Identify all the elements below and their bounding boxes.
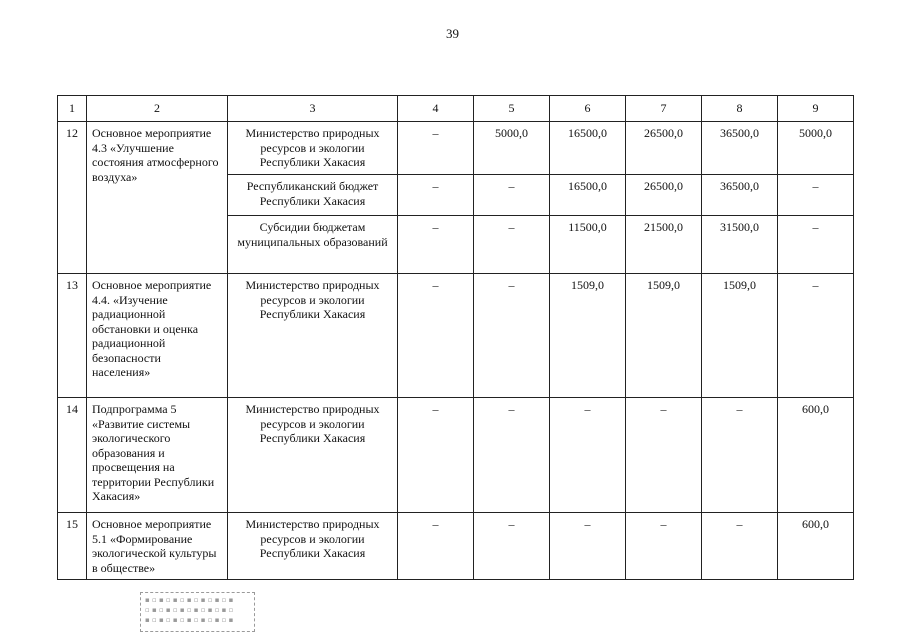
value-cell: – (626, 513, 702, 580)
value-cell: – (398, 175, 474, 216)
row-number: 12 (58, 122, 87, 274)
value-cell: 36500,0 (702, 175, 778, 216)
row-number: 13 (58, 274, 87, 398)
value-cell: 1509,0 (702, 274, 778, 398)
value-cell: – (778, 216, 854, 274)
value-cell: – (778, 175, 854, 216)
value-cell: – (398, 122, 474, 175)
value-cell: 600,0 (778, 513, 854, 580)
measure-name: Основное мероприятие 4.4. «Изучение радиационной обстановки и оценка радиационной безопасности населения» (87, 274, 228, 398)
value-cell: – (550, 513, 626, 580)
value-cell: – (550, 398, 626, 513)
value-cell: – (398, 398, 474, 513)
header-col-9: 9 (778, 96, 854, 122)
value-cell: – (702, 513, 778, 580)
value-cell: 31500,0 (702, 216, 778, 274)
value-cell: 5000,0 (474, 122, 550, 175)
stamp-mark: ▪ ▫ ▪ ▫ ▪ ▫ ▪ ▫ ▪ ▫ ▪ ▫ ▪ ▫ ▪ ▫ ▪ ▫ ▪ ▫ ▪ ▫ ▪ ▫ ▪ ▫ ▪ ▫ ▪ ▫ ▪ ▫ ▪ ▫ ▪ ▫ ▪ ▫ ▪ (140, 592, 255, 632)
header-col-4: 4 (398, 96, 474, 122)
value-cell: – (702, 398, 778, 513)
executor-cell: Министерство природных ресурсов и экологии Республики Хакасия (228, 513, 398, 580)
row-number: 14 (58, 398, 87, 513)
header-col-6: 6 (550, 96, 626, 122)
value-cell: – (474, 216, 550, 274)
value-cell: – (398, 513, 474, 580)
table-row (58, 513, 854, 580)
value-cell: 16500,0 (550, 175, 626, 216)
value-cell: 1509,0 (626, 274, 702, 398)
value-cell: – (398, 274, 474, 398)
value-cell: – (398, 216, 474, 274)
executor-cell: Республиканский бюджет Республики Хакасия (228, 175, 398, 216)
value-cell: – (626, 398, 702, 513)
header-row (58, 96, 854, 122)
executor-cell: Субсидии бюджетам муниципальных образований (228, 216, 398, 274)
budget-table (57, 95, 854, 580)
header-col-7: 7 (626, 96, 702, 122)
header-col-5: 5 (474, 96, 550, 122)
measure-name: Подпрограмма 5 «Развитие системы экологического образования и просвещения на территории Республики Хакасия» (87, 398, 228, 513)
value-cell: – (474, 398, 550, 513)
measure-name: Основное мероприятие 5.1 «Формирование экологической культуры в обществе» (87, 513, 228, 580)
value-cell: – (474, 175, 550, 216)
row-number: 15 (58, 513, 87, 580)
table-row (58, 398, 854, 513)
value-cell: 600,0 (778, 398, 854, 513)
measure-name: Основное мероприятие 4.3 «Улучшение состояния атмосферного воздуха» (87, 122, 228, 274)
value-cell: 26500,0 (626, 175, 702, 216)
executor-cell: Министерство природных ресурсов и экологии Республики Хакасия (228, 398, 398, 513)
value-cell: 21500,0 (626, 216, 702, 274)
table-row (58, 122, 854, 175)
header-col-3: 3 (228, 96, 398, 122)
value-cell: 16500,0 (550, 122, 626, 175)
value-cell: 11500,0 (550, 216, 626, 274)
header-col-8: 8 (702, 96, 778, 122)
table-row (58, 274, 854, 398)
value-cell: 36500,0 (702, 122, 778, 175)
executor-cell: Министерство природных ресурсов и экологии Республики Хакасия (228, 274, 398, 398)
executor-cell: Министерство природных ресурсов и экологии Республики Хакасия (228, 122, 398, 175)
value-cell: – (474, 274, 550, 398)
value-cell: 5000,0 (778, 122, 854, 175)
page-number: 39 (446, 26, 459, 41)
value-cell: – (778, 274, 854, 398)
value-cell: 26500,0 (626, 122, 702, 175)
header-col-1: 1 (58, 96, 87, 122)
value-cell: – (474, 513, 550, 580)
header-col-2: 2 (87, 96, 228, 122)
value-cell: 1509,0 (550, 274, 626, 398)
